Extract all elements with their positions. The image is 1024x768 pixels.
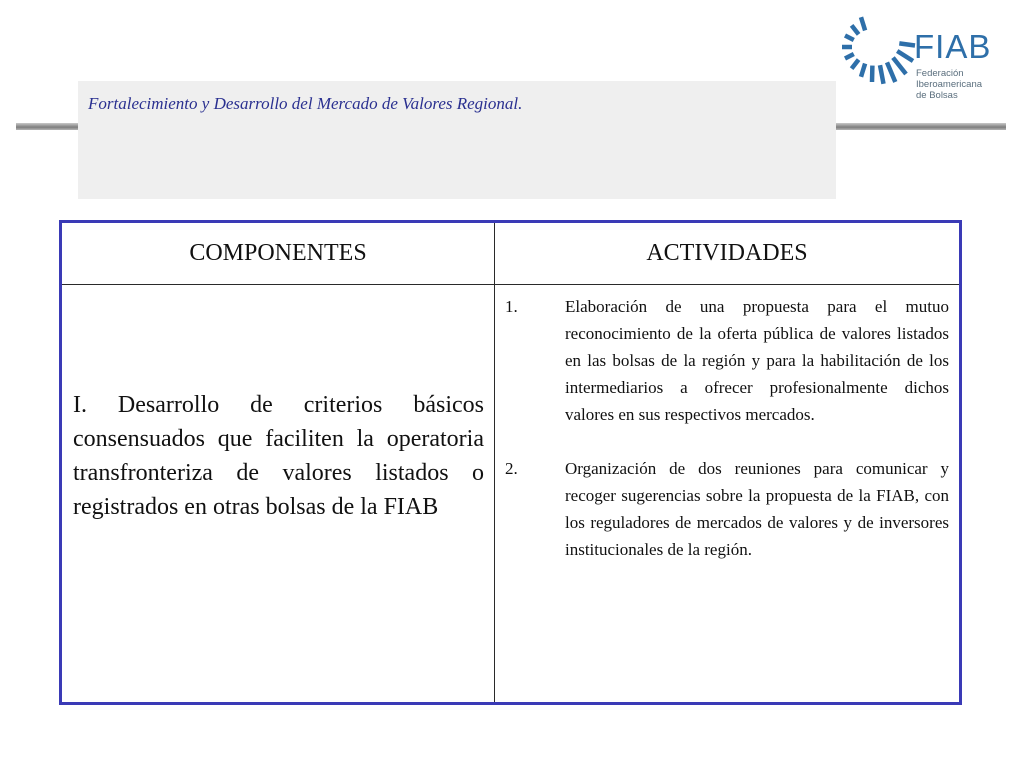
table-header-row: [61, 222, 961, 285]
logo-subtitle-line: Iberoamericana: [916, 79, 983, 90]
activity-text: Organización de dos reuniones para comunicar y recoger sugerencias sobre la propuesta de la FIAB, con los reguladores de mercados de valores y de inversores institucionales de la región.: [565, 459, 949, 559]
fiab-logo: [838, 12, 1008, 112]
column-header-componentes: COMPONENTES: [61, 222, 495, 285]
activity-text: Elaboración de una propuesta para el mutuo reconocimiento de la oferta pública de valores listados en las bolsas de la región y para la habilitación de los intermediarios a ofrecer profesionalmente dichos valores en sus respectivos mercados.: [565, 297, 949, 424]
activity-item: [505, 293, 949, 428]
header-rule-left: [16, 123, 78, 130]
header-rule-right: [836, 123, 1006, 130]
activity-item: [505, 455, 949, 563]
activity-number: 1.: [505, 297, 518, 316]
starburst-logo-icon: [840, 14, 916, 110]
logo-subtitle-line: de Bolsas: [916, 90, 958, 101]
column-header-actividades: ACTIVIDADES: [495, 222, 961, 285]
activities-cell: [495, 285, 961, 704]
components-activities-table: [59, 220, 962, 705]
page-title: Fortalecimiento y Desarrollo del Mercado de Valores Regional.: [88, 94, 523, 113]
table-row: [61, 285, 961, 704]
activity-number: 2.: [505, 459, 518, 478]
logo-wordmark: FIAB: [914, 28, 992, 65]
logo-subtitle: [916, 68, 1008, 101]
component-cell: [61, 285, 495, 704]
logo-subtitle-line: Federación: [916, 68, 964, 79]
component-text: I. Desarrollo de criterios básicos consensuados que faciliten la operatoria transfronteriza de valores listados o registrados en otras bolsas de la FIAB: [73, 391, 484, 520]
header-band: [78, 81, 836, 199]
